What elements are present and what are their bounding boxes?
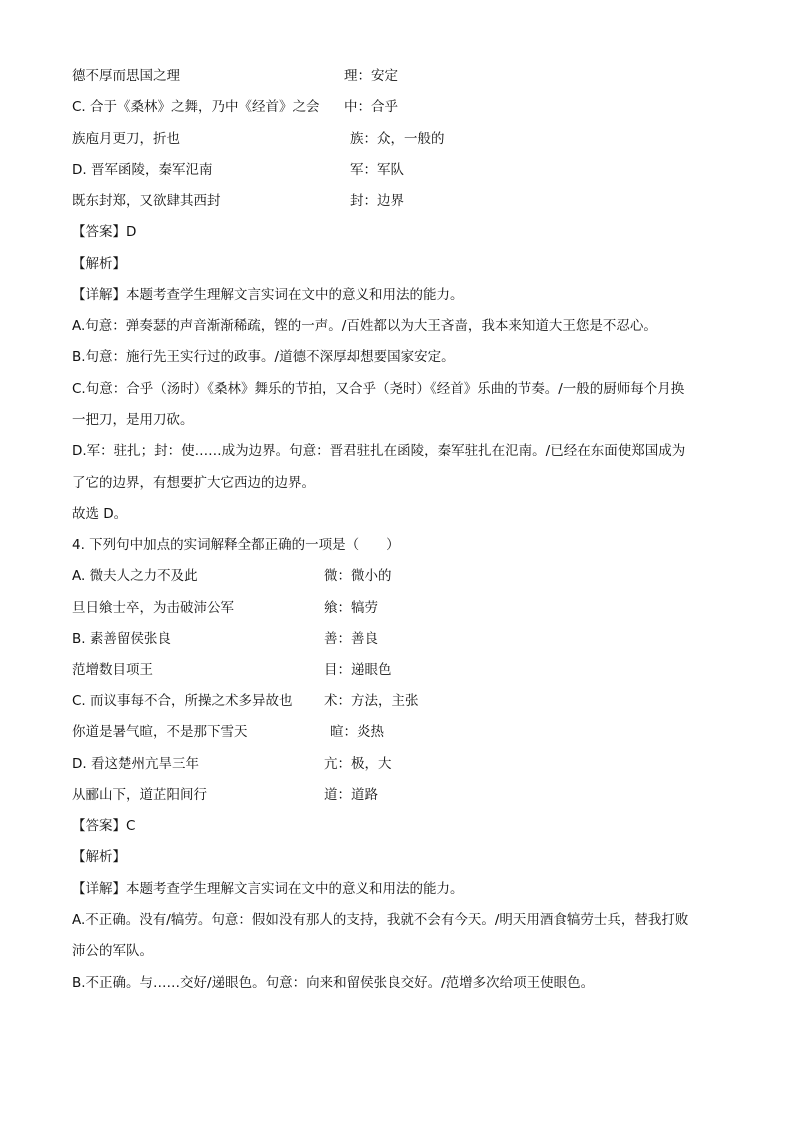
- text-line: [72, 283, 464, 307]
- text-line: [72, 314, 657, 338]
- text-line: [72, 95, 398, 119]
- text-line-content: C. 而议事每不合，所操之术多异故也: [72, 693, 293, 709]
- text-line-content: 【详解】本题考查学生理解文言实词在文中的意义和用法的能力。: [72, 287, 464, 303]
- gloss-text: 中：合乎: [344, 99, 398, 115]
- text-line: [72, 814, 135, 838]
- text-line: [72, 220, 136, 244]
- text-line-content: C. 合于《桑林》之舞，乃中《经首》之会: [72, 99, 320, 115]
- text-line: [72, 408, 194, 432]
- text-line: [72, 939, 153, 963]
- text-line-content: 【答案】D: [72, 224, 137, 240]
- text-line-content: 德不厚而思国之理: [72, 68, 180, 84]
- gloss-text: 微：微小的: [324, 568, 392, 584]
- gloss-text: 道：道路: [324, 787, 378, 803]
- text-line: [72, 189, 404, 213]
- text-line-content: D.军：驻扎；封：使……成为边界。句意：晋君驻扎在函陵，秦军驻扎在氾南。/已经在东面使郑国成为: [72, 443, 686, 459]
- text-line-content: D. 看这楚州亢旱三年: [72, 756, 199, 772]
- text-line-content: 族庖月更刀，折也: [72, 131, 180, 147]
- text-line-content: B. 素善留侯张良: [72, 631, 171, 647]
- gloss-text: 暄：炎热: [330, 724, 384, 740]
- text-line-content: C.句意：合乎（汤时）《桑林》舞乐的节拍，又合乎（尧时）《经首》乐曲的节奏。/一般的厨师每个月换: [72, 381, 685, 397]
- text-line: [72, 783, 378, 807]
- text-line-content: B.不正确。与……交好/递眼色。句意：向来和留侯张良交好。/范增多次给项王使眼色。: [72, 975, 595, 991]
- text-line: [72, 877, 464, 901]
- text-line: [72, 689, 419, 713]
- text-line-content: 【详解】本题考查学生理解文言实词在文中的意义和用法的能力。: [72, 881, 464, 897]
- text-line-content: A. 微夫人之力不及此: [72, 568, 198, 584]
- text-line: [72, 252, 126, 276]
- gloss-text: 善：善良: [324, 631, 378, 647]
- text-line-content: 既东封郑，又欲肆其西封: [72, 193, 221, 209]
- text-line: [72, 658, 392, 682]
- text-line-content: 从郦山下，道芷阳间行: [72, 787, 207, 803]
- text-line: [72, 533, 400, 557]
- text-line: [72, 720, 384, 744]
- gloss-text: 目：递眼色: [324, 662, 392, 678]
- text-line: [72, 64, 398, 88]
- text-line-content: 旦日飨士卒，为击破沛公军: [72, 600, 234, 616]
- gloss-text: 飨：犒劳: [324, 600, 378, 616]
- text-line-content: 【解析】: [72, 256, 126, 272]
- text-line: [72, 127, 445, 151]
- text-line: [72, 345, 455, 369]
- text-line: [72, 377, 684, 401]
- text-line: [72, 158, 404, 182]
- text-line: [72, 845, 126, 869]
- text-line-content: 你道是暑气暄，不是那下雪天: [72, 724, 248, 740]
- text-line-content: 了它的边界，有想要扩大它西边的边界。: [72, 475, 315, 491]
- text-line-content: 一把刀，是用刀砍。: [72, 412, 194, 428]
- gloss-text: 亢：极，大: [324, 756, 392, 772]
- text-line-content: 【答案】C: [72, 818, 136, 834]
- gloss-text: 封：边界: [350, 193, 404, 209]
- gloss-text: 理：安定: [344, 68, 398, 84]
- gloss-text: 军：军队: [350, 162, 404, 178]
- text-line: [72, 439, 685, 463]
- text-line: [72, 564, 392, 588]
- text-line: [72, 502, 127, 526]
- text-line-content: 【解析】: [72, 849, 126, 865]
- text-line: [72, 596, 378, 620]
- text-line: [72, 627, 378, 651]
- text-line-content: D. 晋军函陵，秦军氾南: [72, 162, 213, 178]
- gloss-text: 术：方法，主张: [324, 693, 419, 709]
- text-line: [72, 971, 594, 995]
- text-line-content: A.不正确。没有/犒劳。句意：假如没有那人的支持，我就不会有今天。/明天用酒食犒劳士兵，替我打败: [72, 912, 689, 928]
- text-line-content: 范增数目项王: [72, 662, 153, 678]
- text-line-content: 沛公的军队。: [72, 943, 153, 959]
- text-line: [72, 908, 688, 932]
- text-line: [72, 471, 315, 495]
- gloss-text: 族：众，一般的: [350, 131, 445, 147]
- text-line: [72, 752, 392, 776]
- text-line-content: 故选 D。: [72, 506, 128, 522]
- text-line-content: B.句意：施行先王实行过的政事。/道德不深厚却想要国家安定。: [72, 349, 455, 365]
- text-line-content: 4. 下列句中加点的实词解释全都正确的一项是（ ）: [72, 537, 400, 553]
- text-line-content: A.句意：弹奏瑟的声音渐渐稀疏，铿的一声。/百姓都以为大王吝啬，我本来知道大王您是不忍心。: [72, 318, 657, 334]
